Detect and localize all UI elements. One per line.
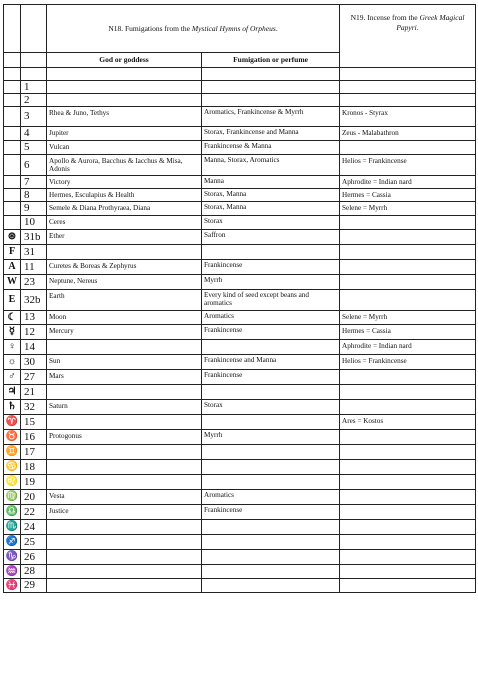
symbol-cell: ⊛ xyxy=(4,230,21,245)
n19-header: N19. Incense from the Greek Magical Papyri. xyxy=(340,5,476,68)
incense-cell: Selene = Myrrh xyxy=(340,202,476,216)
table-row xyxy=(4,311,476,325)
fumigation-cell: Aromatics, Frankincense & Myrrh xyxy=(202,107,340,127)
number-cell: 4 xyxy=(21,127,47,141)
incense-cell xyxy=(340,490,476,505)
table-row xyxy=(4,565,476,579)
symbol-cell xyxy=(4,189,21,202)
number-cell: 7 xyxy=(21,176,47,189)
incense-cell xyxy=(340,430,476,445)
symbol-cell xyxy=(4,216,21,230)
god-cell: Vulcan xyxy=(47,141,202,155)
table-row xyxy=(4,141,476,155)
god-cell xyxy=(47,340,202,355)
incense-cell xyxy=(340,535,476,550)
god-cell: Protogonus xyxy=(47,430,202,445)
incense-cell: Aphrodite = Indian nard xyxy=(340,340,476,355)
fumigation-cell: Every kind of seed except beans and aromatics xyxy=(202,290,340,311)
god-cell: Saturn xyxy=(47,400,202,415)
incense-cell xyxy=(340,275,476,290)
number-cell: 28 xyxy=(21,565,47,579)
god-cell: Jupiter xyxy=(47,127,202,141)
number-cell: 16 xyxy=(21,430,47,445)
incense-cell: Ares = Kostos xyxy=(340,415,476,430)
god-cell xyxy=(47,415,202,430)
table-row xyxy=(4,189,476,202)
god-cell xyxy=(47,475,202,490)
incense-cell xyxy=(340,385,476,400)
incense-cell xyxy=(340,260,476,275)
table-row xyxy=(4,535,476,550)
table-row xyxy=(4,155,476,176)
number-cell: 5 xyxy=(21,141,47,155)
incense-cell xyxy=(340,475,476,490)
symbol-cell: ♐ xyxy=(4,535,21,550)
incense-cell: Helios = Frankincense xyxy=(340,355,476,370)
number-cell: 32 xyxy=(21,400,47,415)
table-row xyxy=(4,370,476,385)
incense-cell: Hermes = Cassia xyxy=(340,189,476,202)
symbol-cell: ♑ xyxy=(4,550,21,565)
symbol-cell: ♎ xyxy=(4,505,21,520)
incense-cell xyxy=(340,565,476,579)
col-fumigation-header: Fumigation or perfume xyxy=(202,53,340,68)
symbol-cell: ♍ xyxy=(4,490,21,505)
table-row xyxy=(4,325,476,340)
incense-cell xyxy=(340,520,476,535)
god-cell: Mars xyxy=(47,370,202,385)
incense-cell xyxy=(340,505,476,520)
fumigation-cell xyxy=(202,245,340,260)
table-row xyxy=(4,81,476,94)
god-cell: Apollo & Aurora, Bacchus & Iacchus & Misa, Adonis xyxy=(47,155,202,176)
table-row xyxy=(4,490,476,505)
number-cell: 27 xyxy=(21,370,47,385)
number-cell: 31 xyxy=(21,245,47,260)
number-cell: 24 xyxy=(21,520,47,535)
symbol-cell: W xyxy=(4,275,21,290)
incense-cell xyxy=(340,460,476,475)
symbol-cell xyxy=(4,176,21,189)
fumigation-cell xyxy=(202,475,340,490)
god-cell: Vesta xyxy=(47,490,202,505)
fumigation-cell: Frankincense and Manna xyxy=(202,355,340,370)
fumigation-cell: Frankincense & Manna xyxy=(202,141,340,155)
symbol-cell: ♋ xyxy=(4,460,21,475)
number-cell: 20 xyxy=(21,490,47,505)
fumigation-cell xyxy=(202,81,340,94)
fumigation-cell xyxy=(202,445,340,460)
header-number-cell xyxy=(21,5,47,53)
symbol-cell: ♊ xyxy=(4,445,21,460)
table-row xyxy=(4,290,476,311)
fumigation-cell: Frankincense xyxy=(202,370,340,385)
god-cell: Moon xyxy=(47,311,202,325)
table-row xyxy=(4,340,476,355)
fumigation-cell: Frankincense xyxy=(202,325,340,340)
number-cell: 19 xyxy=(21,475,47,490)
symbol-cell: E xyxy=(4,290,21,311)
symbol-cell: F xyxy=(4,245,21,260)
incense-cell xyxy=(340,141,476,155)
god-cell xyxy=(47,535,202,550)
table-row xyxy=(4,260,476,275)
table-row xyxy=(4,505,476,520)
symbol-cell: ♂ xyxy=(4,370,21,385)
incense-cell: Hermes = Cassia xyxy=(340,325,476,340)
fumigation-cell xyxy=(202,579,340,593)
table-row xyxy=(4,202,476,216)
god-cell: Victory xyxy=(47,176,202,189)
number-cell: 11 xyxy=(21,260,47,275)
symbol-cell: ♉ xyxy=(4,430,21,445)
symbol-cell: ♃ xyxy=(4,385,21,400)
incense-cell: Aphrodite = Indian nard xyxy=(340,176,476,189)
fumigation-cell xyxy=(202,385,340,400)
incense-cell xyxy=(340,290,476,311)
number-cell: 18 xyxy=(21,460,47,475)
god-cell xyxy=(47,81,202,94)
god-cell xyxy=(47,94,202,107)
number-cell: 26 xyxy=(21,550,47,565)
incense-cell xyxy=(340,68,476,81)
number-cell: 25 xyxy=(21,535,47,550)
fumigation-cell xyxy=(202,94,340,107)
table-row xyxy=(4,94,476,107)
fumigation-cell: Storax, Frankincense and Manna xyxy=(202,127,340,141)
number-cell: 9 xyxy=(21,202,47,216)
number-cell: 29 xyxy=(21,579,47,593)
fumigation-cell xyxy=(202,460,340,475)
incense-cell xyxy=(340,400,476,415)
number-cell: 21 xyxy=(21,385,47,400)
god-cell: Earth xyxy=(47,290,202,311)
fumigation-cell: Saffron xyxy=(202,230,340,245)
symbol-cell: ☾ xyxy=(4,311,21,325)
incense-cell: Zeus - Malabathron xyxy=(340,127,476,141)
number-cell: 3 xyxy=(21,107,47,127)
symbol-cell: ♒ xyxy=(4,565,21,579)
incense-cell: Selene = Myrrh xyxy=(340,311,476,325)
fumigation-cell: Frankincense xyxy=(202,505,340,520)
table-row xyxy=(4,415,476,430)
symbol-cell: ☼ xyxy=(4,355,21,370)
fumigation-cell: Myrrh xyxy=(202,275,340,290)
incense-cell: Kronos - Styrax xyxy=(340,107,476,127)
god-cell: Justice xyxy=(47,505,202,520)
symbol-cell xyxy=(4,94,21,107)
number-cell: 13 xyxy=(21,311,47,325)
table-row xyxy=(4,216,476,230)
fumigation-cell xyxy=(202,550,340,565)
number-cell: 17 xyxy=(21,445,47,460)
symbol-cell xyxy=(4,127,21,141)
symbol-cell: ♌ xyxy=(4,475,21,490)
god-cell xyxy=(47,460,202,475)
table-header-row xyxy=(4,5,476,53)
god-cell xyxy=(47,565,202,579)
god-cell xyxy=(47,245,202,260)
table-row xyxy=(4,460,476,475)
fumigation-cell xyxy=(202,415,340,430)
number-cell: 10 xyxy=(21,216,47,230)
symbol-cell xyxy=(4,68,21,81)
god-cell: Ether xyxy=(47,230,202,245)
god-cell xyxy=(47,579,202,593)
god-cell xyxy=(47,550,202,565)
fumigation-cell: Aromatics xyxy=(202,490,340,505)
fumigation-cell: Myrrh xyxy=(202,430,340,445)
symbol-cell xyxy=(4,202,21,216)
symbol-cell: ♈ xyxy=(4,415,21,430)
table-row xyxy=(4,400,476,415)
fumigation-cell xyxy=(202,535,340,550)
table-row xyxy=(4,475,476,490)
number-cell: 32b xyxy=(21,290,47,311)
fumigation-cell: Manna xyxy=(202,176,340,189)
incense-cell xyxy=(340,579,476,593)
table-row xyxy=(4,385,476,400)
symbol-cell xyxy=(4,107,21,127)
number-cell: 12 xyxy=(21,325,47,340)
fumigation-cell xyxy=(202,68,340,81)
table-row xyxy=(4,355,476,370)
god-cell xyxy=(47,445,202,460)
fumigation-cell xyxy=(202,340,340,355)
incense-cell xyxy=(340,550,476,565)
number-cell: 30 xyxy=(21,355,47,370)
fumigation-cell xyxy=(202,520,340,535)
number-cell: 1 xyxy=(21,81,47,94)
table-row xyxy=(4,230,476,245)
number-cell: 14 xyxy=(21,340,47,355)
table-row xyxy=(4,520,476,535)
incense-cell xyxy=(340,370,476,385)
incense-cell xyxy=(340,245,476,260)
incense-cell xyxy=(340,94,476,107)
number-cell: 31b xyxy=(21,230,47,245)
fumigation-cell: Storax, Manna xyxy=(202,202,340,216)
god-cell xyxy=(47,68,202,81)
number-cell: 23 xyxy=(21,275,47,290)
number-cell: 6 xyxy=(21,155,47,176)
fumigation-cell: Aromatics xyxy=(202,311,340,325)
symbol-cell xyxy=(4,81,21,94)
god-cell: Curetes & Boreas & Zephyrus xyxy=(47,260,202,275)
number-cell: 22 xyxy=(21,505,47,520)
symbol-cell: ☿ xyxy=(4,325,21,340)
n18-header: N18. Fumigations from the Mystical Hymns of Orpheus. xyxy=(47,5,340,53)
symbol-cell xyxy=(4,141,21,155)
incense-cell xyxy=(340,216,476,230)
incense-cell xyxy=(340,81,476,94)
incense-cell xyxy=(340,230,476,245)
god-cell: Semele & Diana Prothyraea, Diana xyxy=(47,202,202,216)
table-row xyxy=(4,430,476,445)
table-row xyxy=(4,579,476,593)
god-cell: Rhea & Juno, Tethys xyxy=(47,107,202,127)
fumigation-table xyxy=(3,4,476,593)
symbol-cell: A xyxy=(4,260,21,275)
symbol-cell: ♏ xyxy=(4,520,21,535)
symbol-cell xyxy=(4,155,21,176)
fumigation-cell: Frankincense xyxy=(202,260,340,275)
table-row xyxy=(4,68,476,81)
god-cell: Ceres xyxy=(47,216,202,230)
fumigation-cell: Storax xyxy=(202,400,340,415)
god-cell: Neptune, Nereus xyxy=(47,275,202,290)
number-cell: 15 xyxy=(21,415,47,430)
fumigation-cell: Storax, Manna xyxy=(202,189,340,202)
number-cell: 2 xyxy=(21,94,47,107)
number-cell: 8 xyxy=(21,189,47,202)
god-cell xyxy=(47,385,202,400)
fumigation-cell: Manna, Storax, Aromatics xyxy=(202,155,340,176)
table-row xyxy=(4,127,476,141)
fumigation-cell xyxy=(202,565,340,579)
fumigation-cell: Storax xyxy=(202,216,340,230)
god-cell: Sun xyxy=(47,355,202,370)
table-row xyxy=(4,176,476,189)
symbol-cell: ♀ xyxy=(4,340,21,355)
table-row xyxy=(4,107,476,127)
incense-cell: Helios = Frankincense xyxy=(340,155,476,176)
symbol-cell: ♄ xyxy=(4,400,21,415)
table-row xyxy=(4,245,476,260)
god-cell: Hermes, Esculapius & Health xyxy=(47,189,202,202)
table-row xyxy=(4,445,476,460)
table-row xyxy=(4,275,476,290)
god-cell xyxy=(47,520,202,535)
table-row xyxy=(4,550,476,565)
symbol-cell: ♓ xyxy=(4,579,21,593)
header-symbol-cell xyxy=(4,5,21,53)
god-cell: Mercury xyxy=(47,325,202,340)
number-cell xyxy=(21,68,47,81)
col-god-header: God or goddess xyxy=(47,53,202,68)
incense-cell xyxy=(340,445,476,460)
